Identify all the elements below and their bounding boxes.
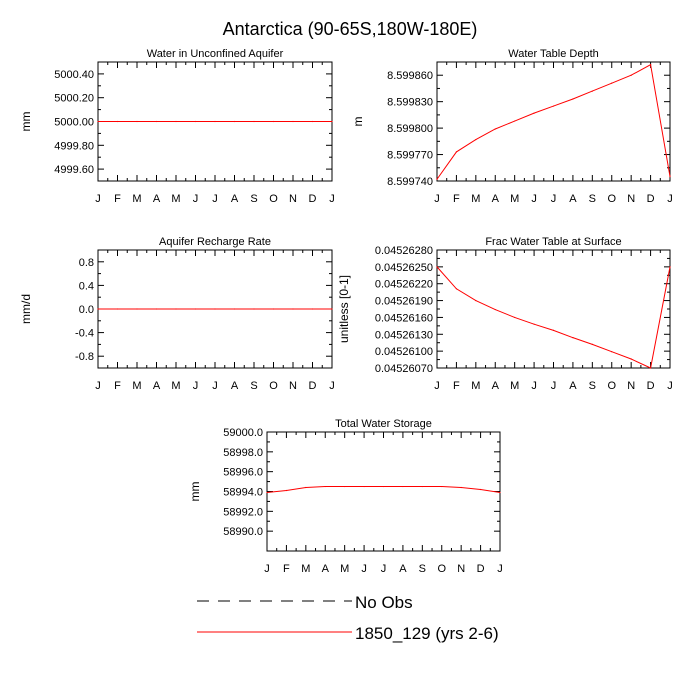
data-point xyxy=(611,351,612,352)
y-axis-label: unitless [0-1] xyxy=(337,274,351,344)
x-tick-label: S xyxy=(250,380,258,392)
data-point xyxy=(436,266,437,267)
x-tick-label: M xyxy=(171,193,181,205)
data-point xyxy=(631,358,632,359)
data-point xyxy=(650,367,651,368)
data-point xyxy=(592,90,593,91)
data-point xyxy=(292,308,293,309)
data-point xyxy=(461,487,462,488)
x-tick-label: M xyxy=(132,193,142,205)
x-tick-label: A xyxy=(491,193,499,205)
x-tick-label: M xyxy=(510,193,520,205)
data-point xyxy=(195,121,196,122)
data-point xyxy=(363,486,364,487)
data-point xyxy=(286,490,287,491)
y-tick-label: 5000.20 xyxy=(54,92,94,105)
data-point xyxy=(117,121,118,122)
panel-water-unconfined-aquifer xyxy=(19,48,335,205)
y-tick-label: 0.8 xyxy=(78,256,94,269)
panel-title: Aquifer Recharge Rate xyxy=(159,236,271,248)
x-tick-label: J xyxy=(329,193,335,205)
x-tick-label: A xyxy=(399,563,407,575)
data-point xyxy=(383,486,384,487)
data-point xyxy=(650,64,651,65)
series-line xyxy=(437,65,670,180)
data-point xyxy=(441,486,442,487)
data-point xyxy=(273,121,274,122)
plot-frame xyxy=(437,62,670,181)
x-tick-label: A xyxy=(569,380,577,392)
y-tick-label: 0.04526130 xyxy=(374,329,433,342)
data-point xyxy=(553,330,554,331)
y-tick-label: 0.04526190 xyxy=(374,295,433,308)
panel-title: Frac Water Table at Surface xyxy=(485,236,622,248)
x-tick-label: F xyxy=(114,380,121,392)
x-tick-label: M xyxy=(340,563,350,575)
data-point xyxy=(97,308,98,309)
plot-frame xyxy=(267,432,500,551)
y-tick-label: 8.599740 xyxy=(387,176,433,188)
y-axis-label: mm xyxy=(19,111,33,132)
x-tick-label: D xyxy=(646,193,655,205)
data-point xyxy=(175,121,176,122)
data-point xyxy=(456,288,457,289)
y-tick-label: 5000.40 xyxy=(54,68,94,81)
y-axis-label: m xyxy=(351,116,365,127)
panel-water-table-depth xyxy=(351,48,673,205)
data-point xyxy=(325,486,326,487)
x-tick-label: N xyxy=(627,380,636,392)
y-axis-label: mm/d xyxy=(19,294,33,324)
y-tick-label: 58996.0 xyxy=(223,466,263,479)
data-point xyxy=(117,308,118,309)
data-point xyxy=(480,489,481,490)
data-point xyxy=(195,308,196,309)
x-tick-label: A xyxy=(491,380,499,392)
data-point xyxy=(475,300,476,301)
y-tick-label: 8.599860 xyxy=(387,70,433,83)
x-tick-label: J xyxy=(531,193,537,205)
x-tick-label: M xyxy=(471,380,481,392)
data-point xyxy=(572,98,573,99)
data-point xyxy=(234,308,235,309)
data-point xyxy=(292,121,293,122)
data-point xyxy=(136,121,137,122)
data-point xyxy=(234,121,235,122)
data-point xyxy=(214,121,215,122)
data-point xyxy=(402,486,403,487)
x-tick-label: N xyxy=(289,380,297,392)
data-point xyxy=(312,308,313,309)
legend-label-no-obs: No Obs xyxy=(355,593,413,612)
x-tick-label: J xyxy=(95,380,101,392)
y-axis-label: mm xyxy=(188,481,202,502)
x-tick-label: J xyxy=(192,380,199,392)
data-point xyxy=(331,121,332,122)
x-tick-label: J xyxy=(434,193,440,205)
data-point xyxy=(475,139,476,140)
x-tick-label: N xyxy=(627,193,636,205)
data-point xyxy=(344,486,345,487)
data-point xyxy=(136,308,137,309)
data-point xyxy=(253,308,254,309)
x-tick-label: J xyxy=(212,380,218,392)
y-tick-label: 8.599770 xyxy=(387,149,433,162)
y-tick-label: 0.04526220 xyxy=(374,278,433,291)
y-tick-label: 5000.00 xyxy=(54,116,94,129)
x-tick-label: M xyxy=(471,193,481,205)
data-point xyxy=(592,344,593,345)
x-tick-label: J xyxy=(531,380,537,392)
x-tick-label: M xyxy=(510,380,520,392)
data-point xyxy=(495,309,496,310)
data-point xyxy=(499,492,500,493)
data-point xyxy=(533,113,534,114)
x-tick-label: J xyxy=(329,380,335,392)
x-tick-label: O xyxy=(269,193,278,205)
data-point xyxy=(273,308,274,309)
data-point xyxy=(669,176,670,177)
x-tick-label: J xyxy=(192,193,199,205)
y-tick-label: 0.04526160 xyxy=(374,312,433,325)
data-point xyxy=(156,121,157,122)
x-tick-label: A xyxy=(230,193,239,205)
data-point xyxy=(514,317,515,318)
x-tick-label: O xyxy=(437,563,447,575)
panel-aquifer-recharge-rate xyxy=(19,236,335,392)
y-tick-label: 0.0 xyxy=(78,304,94,316)
data-point xyxy=(572,337,573,338)
y-tick-label: 8.599830 xyxy=(387,96,433,109)
x-tick-label: J xyxy=(212,193,218,205)
x-tick-label: F xyxy=(453,193,460,205)
data-point xyxy=(495,128,496,129)
x-tick-label: A xyxy=(569,193,577,205)
x-tick-label: N xyxy=(457,563,466,575)
y-tick-label: -0.8 xyxy=(75,351,94,364)
x-tick-label: M xyxy=(132,380,142,392)
x-tick-label: J xyxy=(667,380,673,392)
panel-title: Water in Unconfined Aquifer xyxy=(146,48,284,60)
y-tick-label: 58998.0 xyxy=(223,446,263,459)
legend-label-1850-129: 1850_129 (yrs 2-6) xyxy=(355,624,499,643)
panel-title: Water Table Depth xyxy=(508,48,599,60)
y-tick-label: -0.4 xyxy=(75,327,94,340)
x-tick-label: M xyxy=(171,380,181,392)
x-tick-label: J xyxy=(497,563,503,575)
y-tick-label: 0.04526070 xyxy=(374,363,433,375)
x-tick-label: A xyxy=(152,193,161,205)
legend xyxy=(197,593,499,643)
x-tick-label: O xyxy=(607,193,617,205)
x-tick-label: N xyxy=(289,193,297,205)
y-tick-label: 4999.80 xyxy=(54,140,94,153)
x-tick-label: J xyxy=(361,563,367,575)
data-point xyxy=(669,266,670,267)
data-point xyxy=(156,308,157,309)
data-point xyxy=(422,486,423,487)
data-point xyxy=(266,492,267,493)
x-tick-label: D xyxy=(308,193,317,205)
panel-total-water-storage xyxy=(188,418,503,575)
plot-frame xyxy=(437,250,670,368)
x-tick-label: D xyxy=(308,380,317,392)
x-tick-label: S xyxy=(250,193,258,205)
data-point xyxy=(305,487,306,488)
data-point xyxy=(436,179,437,180)
x-tick-label: O xyxy=(607,380,617,392)
y-tick-label: 0.4 xyxy=(78,280,94,293)
x-tick-label: D xyxy=(646,380,655,392)
panel-title: Total Water Storage xyxy=(335,418,432,430)
x-tick-label: F xyxy=(453,380,460,392)
data-point xyxy=(331,308,332,309)
y-tick-label: 58990.0 xyxy=(223,526,263,539)
data-point xyxy=(611,83,612,84)
x-tick-label: F xyxy=(114,193,121,205)
data-point xyxy=(514,120,515,121)
data-point xyxy=(214,308,215,309)
y-tick-label: 8.599800 xyxy=(387,123,433,136)
x-tick-label: J xyxy=(95,193,101,205)
y-tick-label: 59000.0 xyxy=(223,427,263,439)
x-tick-label: S xyxy=(588,380,597,392)
x-tick-label: O xyxy=(269,380,278,392)
x-tick-label: M xyxy=(301,563,311,575)
data-point xyxy=(631,75,632,76)
x-tick-label: A xyxy=(230,380,239,392)
x-tick-label: A xyxy=(152,380,161,392)
x-tick-label: D xyxy=(476,563,485,575)
data-point xyxy=(533,324,534,325)
data-point xyxy=(175,308,176,309)
data-point xyxy=(253,121,254,122)
panel-frac-water-table-surface xyxy=(337,236,673,392)
x-tick-label: J xyxy=(434,380,440,392)
data-point xyxy=(553,105,554,106)
x-tick-label: J xyxy=(667,193,673,205)
data-point xyxy=(456,151,457,152)
y-tick-label: 58992.0 xyxy=(223,506,263,519)
series-line xyxy=(267,487,500,493)
series-line xyxy=(437,267,670,368)
data-point xyxy=(312,121,313,122)
y-tick-label: 0.04526280 xyxy=(374,245,433,257)
figure-title: Antarctica (90-65S,180W-180E) xyxy=(222,19,478,39)
y-tick-label: 0.04526250 xyxy=(374,261,433,274)
x-tick-label: A xyxy=(321,563,329,575)
y-tick-label: 58994.0 xyxy=(223,486,263,499)
y-tick-label: 0.04526100 xyxy=(374,346,433,359)
x-tick-label: J xyxy=(264,563,270,575)
y-tick-label: 4999.60 xyxy=(54,164,94,177)
x-tick-label: J xyxy=(380,563,387,575)
data-point xyxy=(97,121,98,122)
x-tick-label: J xyxy=(550,380,557,392)
x-tick-label: J xyxy=(550,193,557,205)
x-tick-label: S xyxy=(418,563,427,575)
x-tick-label: S xyxy=(588,193,597,205)
x-tick-label: F xyxy=(283,563,290,575)
